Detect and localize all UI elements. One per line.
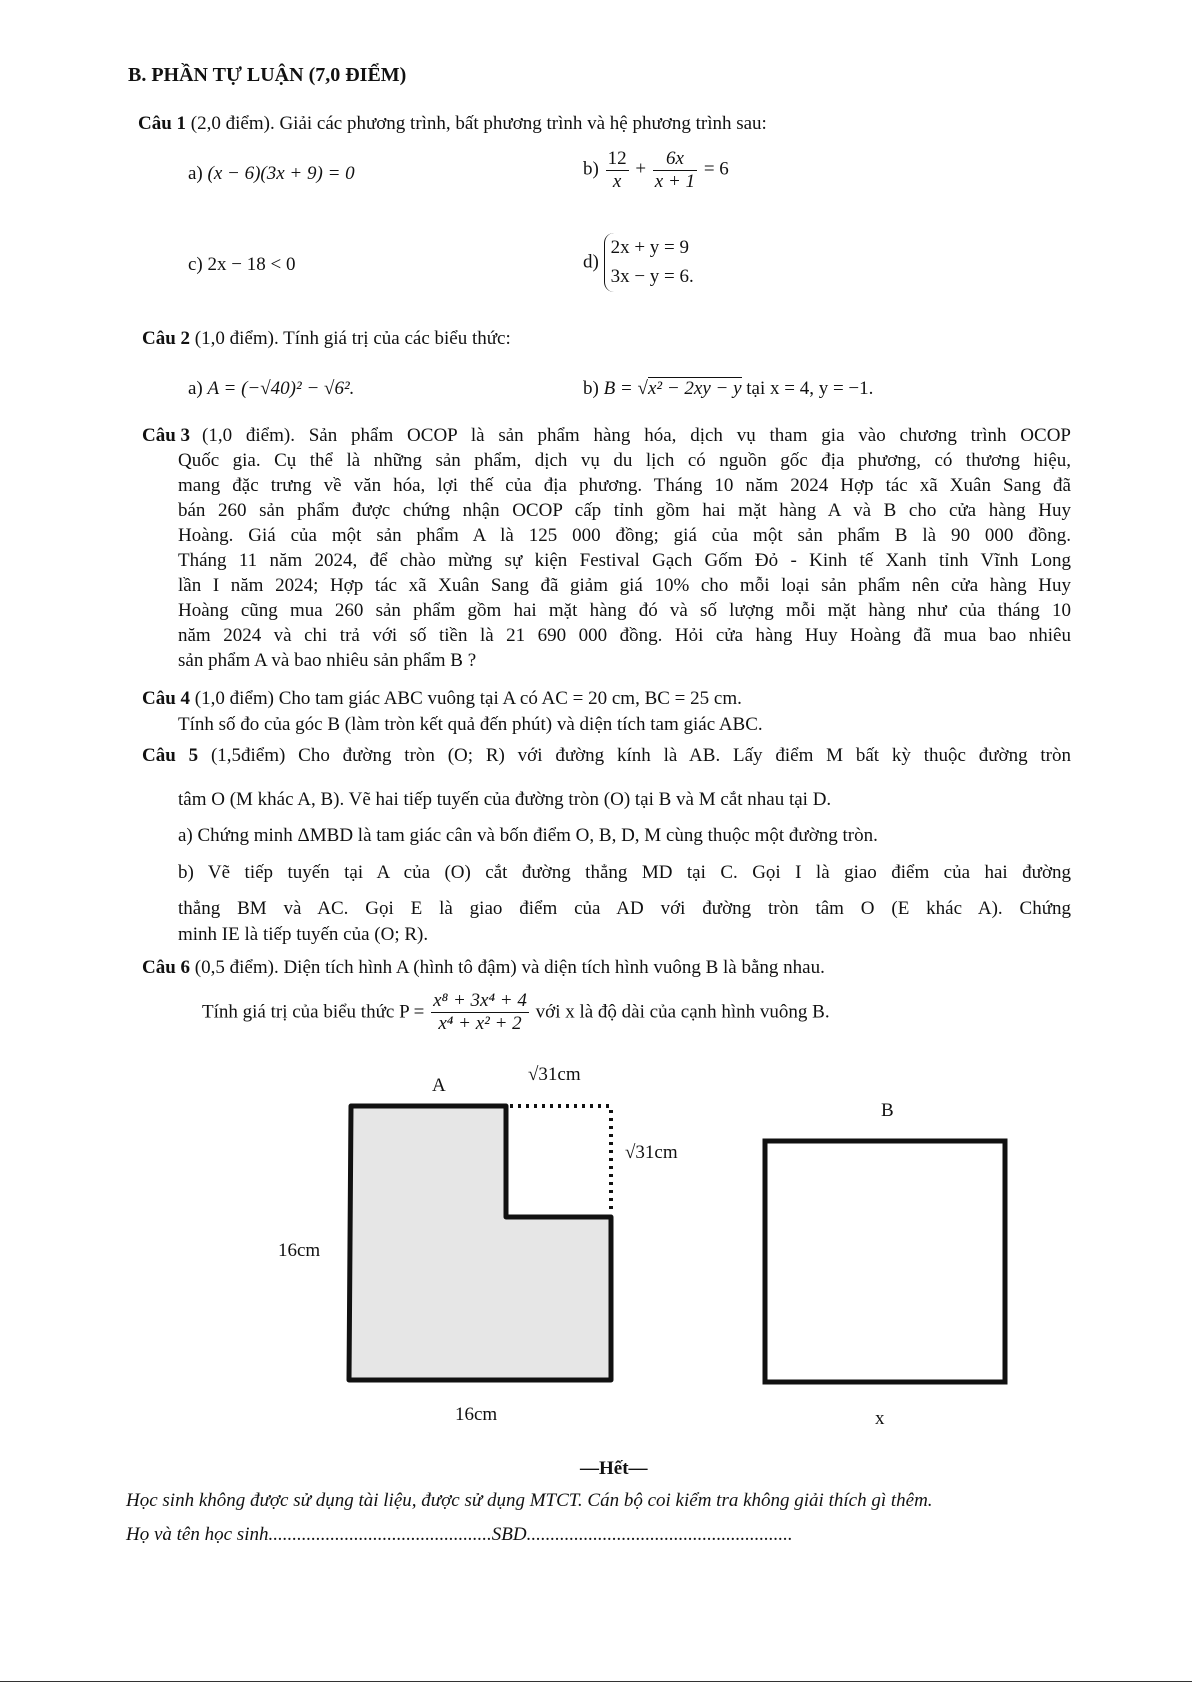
name-label: Họ và tên học sinh <box>126 1524 269 1545</box>
question-2-label: Câu 2 <box>142 328 191 349</box>
question-3-line: sản phẩm A và bao nhiêu sản phẩm B ? <box>178 650 477 671</box>
question-3-line: lần I năm 2024; Hợp tác xã Xuân Sang đã giảm giá 10% cho mỗi loại sản phẩm nên cửa hàng Huy <box>178 575 1071 596</box>
denominator: x⁴ + x² + 2 <box>438 1012 522 1034</box>
question-5-part-b: b) Vẽ tiếp tuyến tại A của (O) cắt đường thẳng MD tại C. Gọi I là giao điểm của hai đường <box>178 862 1071 883</box>
question-5-text-2: tâm O (M khác A, B). Vẽ hai tiếp tuyến của đường tròn (O) tại B và M cắt nhau tại D. <box>178 789 832 810</box>
question-5-part-b-2: thẳng BM và AC. Gọi E là giao điểm của AD với đường tròn tâm O (E khác A). Chứng <box>178 898 1071 919</box>
left-dimension-label: 16cm <box>278 1240 321 1261</box>
question-3-line: bán 260 sản phẩm được chứng nhận OCOP cấp tỉnh gồm hai mặt hàng A và B cho cửa hàng Huy <box>178 500 1071 521</box>
question-5-part-a: a) Chứng minh ΔMBD là tam giác cân và bốn điểm O, B, D, M cùng thuộc một đường tròn. <box>178 825 878 846</box>
right-dimension-label: √31cm <box>625 1142 678 1163</box>
question-5-part-b-3: minh IE là tiếp tuyến của (O; R). <box>178 924 429 945</box>
question-4-label: Câu 4 <box>142 688 191 709</box>
question-2-text: (1,0 điểm). Tính giá trị của các biểu thức: <box>194 328 511 349</box>
equation-1: 2x + y = 9 <box>610 237 690 258</box>
top-dimension-label: √31cm <box>528 1064 581 1085</box>
part-label: a) <box>188 163 203 184</box>
question-3-line: mang đặc trưng về văn hóa, lợi thế của địa phương. Tháng 10 năm 2024 Hợp tác xã Xuân Sang đã <box>178 475 1071 496</box>
question-3-line: (1,0 điểm). Sản phẩm OCOP là sản phẩm hàng hóa, dịch vụ tham gia vào chương trình OCOP <box>202 425 1071 446</box>
rhs: = 6 <box>703 158 729 180</box>
part-label: b) <box>583 158 599 180</box>
student-info-line <box>126 1524 793 1546</box>
part-label: c) <box>188 254 203 275</box>
square-b <box>765 1141 1005 1382</box>
question-3-line: Quốc gia. Cụ thể là những sản phẩm, dịch vụ du lịch có nguồn gốc địa phương, có thương hiệu, <box>178 450 1071 471</box>
question-6-text: (0,5 điểm). Diện tích hình A (hình tô đậm) và diện tích hình vuông B là bằng nhau. <box>194 957 825 978</box>
formula-prefix: Tính giá trị của biểu thức P = <box>202 1001 425 1023</box>
question-1-label: Câu 1 <box>138 113 187 134</box>
operator: + <box>635 158 647 180</box>
exam-note: Học sinh không được sử dụng tài liệu, được sử dụng MTCT. Cán bộ coi kiểm tra không giải thích gì thêm. <box>126 1490 933 1511</box>
question-3-line: Hoàng cũng mua 260 sản phẩm gồm hai mặt hàng đó và số lượng mỗi mặt hàng như của tháng 10 <box>178 600 1071 621</box>
lhs: B = √ <box>603 378 648 399</box>
question-3-line: năm 2024 và chi trả với số tiền là 21 690 000 đồng. Hỏi cửa hàng Huy Hoàng đã mua bao nhiêu <box>178 625 1071 646</box>
inequality: 2x − 18 < 0 <box>207 254 296 275</box>
shape-a-label: A <box>432 1075 446 1096</box>
numerator: 6x <box>653 148 697 171</box>
bottom-dimension-label: 16cm <box>455 1404 498 1425</box>
side-x-label: x <box>875 1408 885 1429</box>
sbd-field: ........................................................ <box>526 1524 793 1545</box>
numerator: 12 <box>607 148 627 169</box>
end-mark: —Hết— <box>580 1458 648 1479</box>
question-3-line: Tháng 11 năm 2024, để chào mừng sự kiện Festival Gạch Gốm Đỏ - Kinh tế Xanh tỉnh Vĩnh Long <box>178 550 1071 571</box>
numerator: x⁸ + 3x⁴ + 4 <box>433 990 527 1011</box>
equation-2: 3x − y = 6. <box>610 266 694 288</box>
denominator: x <box>612 170 622 192</box>
formula-suffix: với x là độ dài của cạnh hình vuông B. <box>535 1001 830 1023</box>
question-5-label: Câu 5 <box>142 745 199 766</box>
question-4-text: (1,0 điểm) Cho tam giác ABC vuông tại A có AC = 20 cm, BC = 25 cm. <box>194 688 742 709</box>
label: Câu 3 <box>142 425 191 446</box>
section-title: B. PHẦN TỰ LUẬN (7,0 ĐIỂM) <box>128 64 407 86</box>
equation: (x − 6)(3x + 9) = 0 <box>207 163 355 184</box>
shape-b-label: B <box>881 1100 894 1121</box>
denominator: x + 1 <box>654 170 696 192</box>
shape-a-shaded <box>349 1106 611 1380</box>
sbd-label: SBD <box>491 1524 527 1545</box>
part-label: a) <box>188 378 203 399</box>
radicand: x² − 2xy − y <box>647 378 742 399</box>
question-3-line: Hoàng. Giá của một sản phẩm A là 125 000 đồng; giá của một sản phẩm B là 90 000 đồng. <box>178 525 1071 546</box>
question-4-text-2: Tính số đo của góc B (làm tròn kết quả đến phút) và diện tích tam giác ABC. <box>178 714 763 735</box>
condition: tại x = 4, y = −1. <box>741 378 874 399</box>
question-6-label: Câu 6 <box>142 957 191 978</box>
question-5-text: (1,5điểm) Cho đường tròn (O; R) với đường kính là AB. Lấy điểm M bất kỳ thuộc đường tròn <box>210 745 1072 766</box>
question-1-text: (2,0 điểm). Giải các phương trình, bất phương trình và hệ phương trình sau: <box>190 113 767 134</box>
expression-a: A = (−√40)² − √6². <box>207 378 355 399</box>
page-bottom-line <box>0 1681 1192 1682</box>
part-label: b) <box>583 378 599 399</box>
name-field: ............................................... <box>268 1524 492 1545</box>
part-label: d) <box>583 251 599 273</box>
